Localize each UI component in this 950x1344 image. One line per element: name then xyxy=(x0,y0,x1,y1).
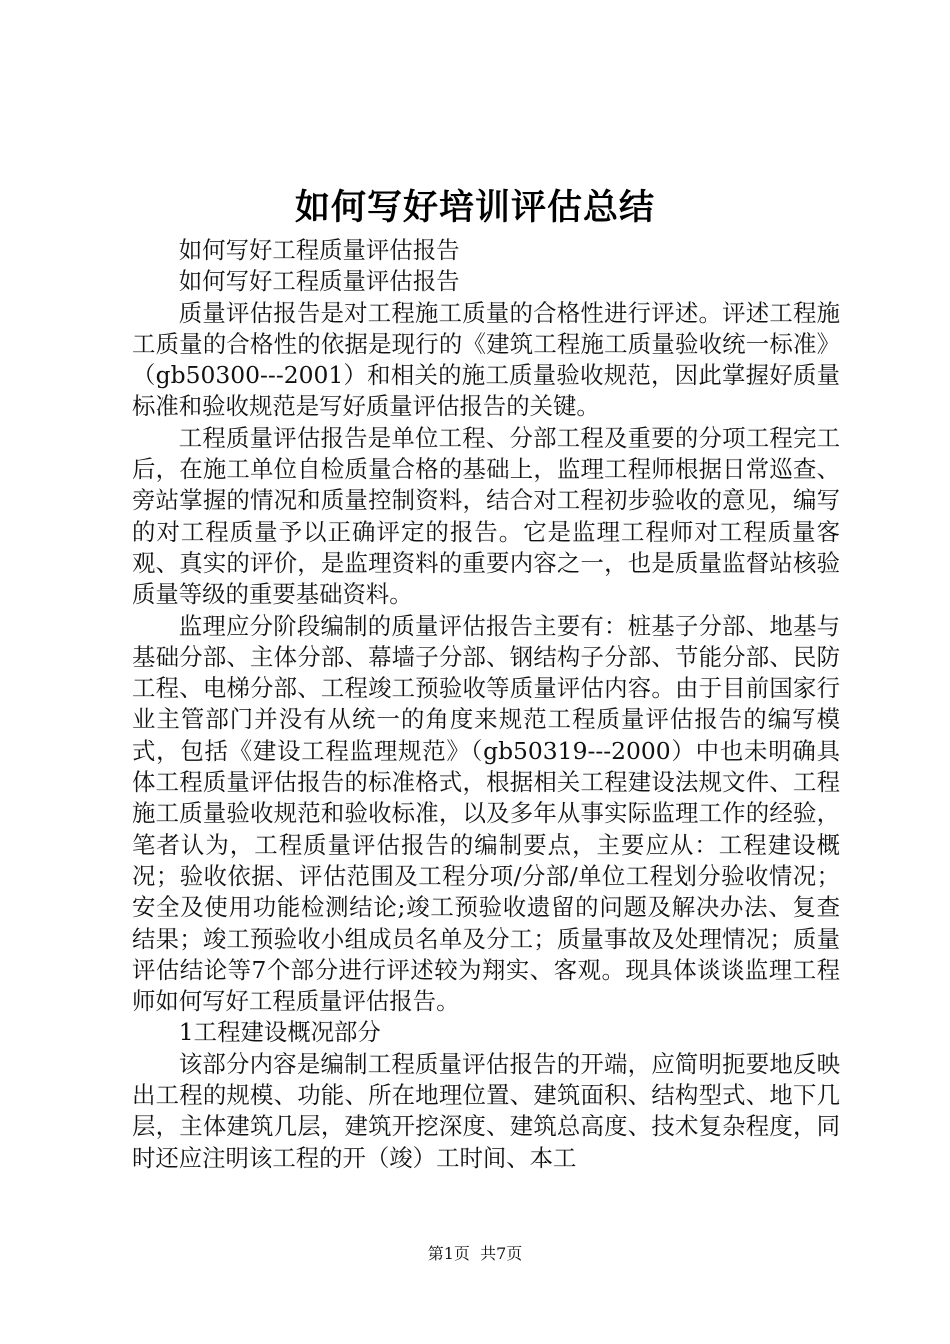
page-number: 第1页 共7页 xyxy=(427,1244,523,1263)
section-heading: 1工程建设概况部分 xyxy=(178,1018,381,1047)
paragraph: 如何写好工程质量评估报告 xyxy=(178,236,460,264)
page-footer xyxy=(0,1242,950,1266)
paragraph: 质量评估报告是对工程施工质量的合格性进行评述。评述工程施工质量的合格性的依据是现行的《建筑工程施工质量验收统一标准》（gb50300---2001）和相关的施工质量验收规范，因此掌握好质量标准和验收规范是写好质量评估报告的关键。 xyxy=(132,298,840,421)
paragraph: 监理应分阶段编制的质量评估报告主要有：桩基子分部、地基与基础分部、主体分部、幕墙子分部、钢结构子分部、节能分部、民防工程、电梯分部、工程竣工预验收等质量评估内容。由于目前国家行业主管部门并没有从统一的角度来规范工程质量评估报告的编写模式，包括《建设工程监理规范》（gb50319---2000）中也未明确具体工程质量评估报告的标准格式，根据相关工程建设法规文件、工程施工质量验收规范和验收标准，以及多年从事实际监理工作的经验，笔者认为，工程质量评估报告的编制要点，主要应从：工程建设概况；验收依据、评估范围及工程分项/分部/单位工程划分验收情况；安全及使用功能检测结论;竣工预验收遗留的问题及解决办法、复查结果；竣工预验收小组成员名单及分工；质量事故及处理情况；质量评估结论等7个部分进行评述较为翔实、客观。现具体谈谈监理工程师如何写好工程质量评估报告。 xyxy=(132,611,840,1016)
paragraph: 如何写好工程质量评估报告 xyxy=(178,267,460,296)
paragraph: 工程质量评估报告是单位工程、分部工程及重要的分项工程完工后，在施工单位自检质量合格的基础上，监理工程师根据日常巡查、旁站掌握的情况和质量控制资料，结合对工程初步验收的意见，编写的对工程质量予以正确评定的报告。它是监理工程师对工程质量客观、真实的评价，是监理资料的重要内容之一，也是质量监督站核验质量等级的重要基础资料。 xyxy=(132,423,840,609)
document-body xyxy=(132,235,840,1174)
document-title: 如何写好培训评估总结 xyxy=(294,188,655,228)
paragraph: 该部分内容是编制工程质量评估报告的开端，应简明扼要地反映出工程的规模、功能、所在地理位置、建筑面积、结构型式、地下几层，主体建筑几层，建筑开挖深度、建筑总高度、技术复杂程度，同时还应注明该工程的开（竣）工时间、本工 xyxy=(132,1049,840,1172)
